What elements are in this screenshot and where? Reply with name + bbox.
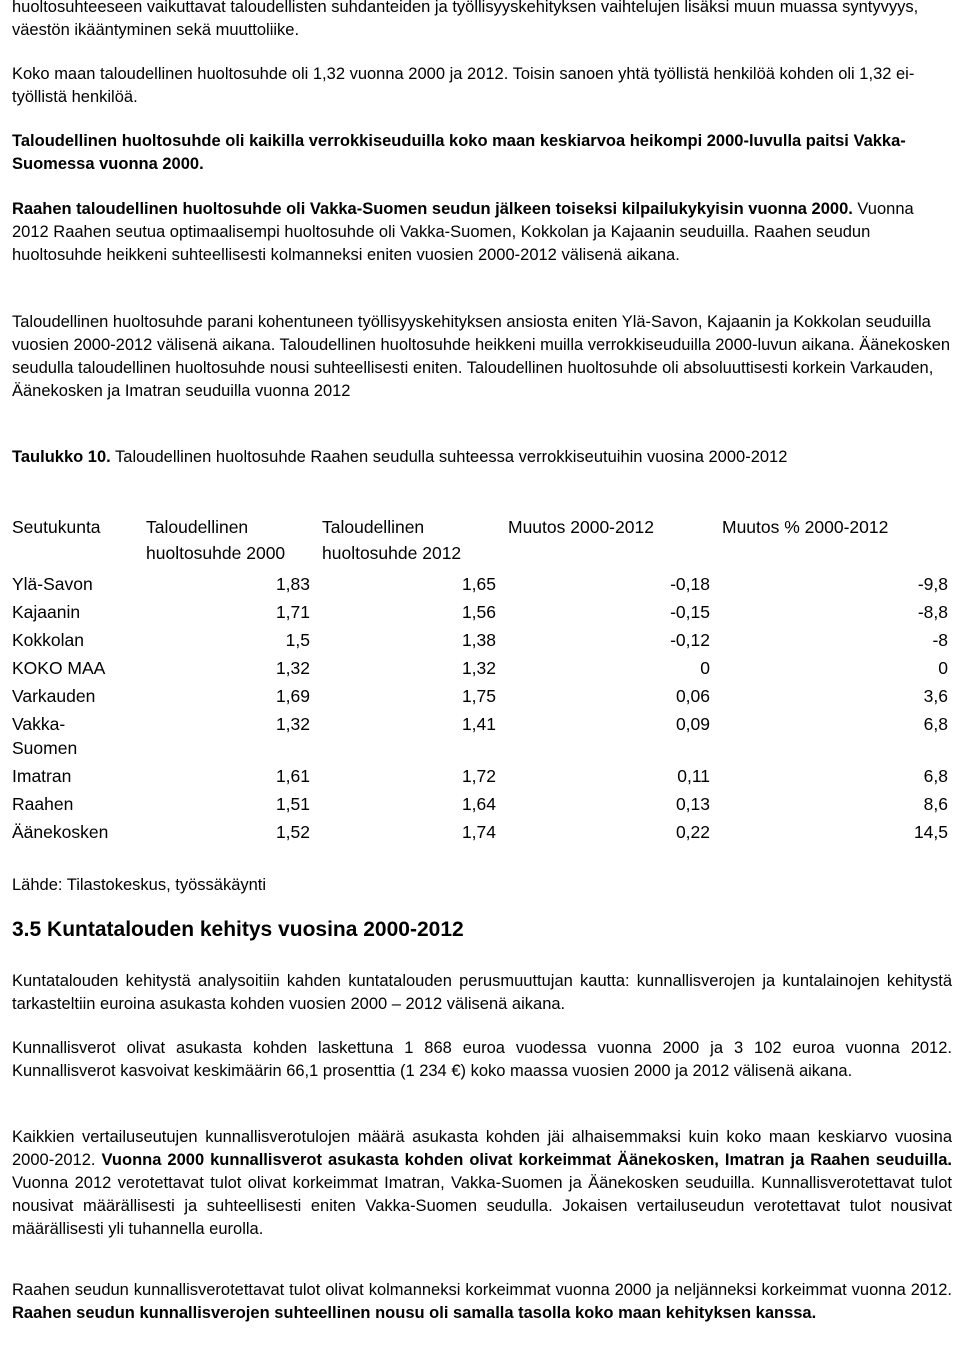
cell-region: Kokkolan [12,630,84,650]
header-ratio-2012: Taloudellinen huoltosuhde 2012 [322,517,462,563]
cell-ratio-2012: 1,41 [461,714,496,734]
cell-ratio-2000: 1,52 [275,822,310,842]
cell-region: Imatran [12,766,72,786]
paragraph-tax-comparison-b: Vuonna 2012 verotettavat tulot olivat korkeimmat Imatran, Vakka-Suomen ja Äänekosken seuduilla. Kunnallisverotettavat tulot nousivat määrällisesti ja suhteellisesti eniten Vakka-Suomen seudulla. Jokaisen vertailuseudun verotettavat tulot nousivat määrällisesti yli tuhannella eurolla. [12,1174,952,1238]
cell-region [12,712,144,764]
table-caption [12,446,952,469]
cell-ratio-2012: 1,72 [461,766,496,786]
cell-change: 0,13 [675,794,710,814]
cell-region: Raahen [12,794,74,814]
cell-ratio-2012: 1,64 [461,794,496,814]
cell-change: 0,06 [675,686,710,706]
cell-region: KOKO MAA [12,658,106,678]
table-row [12,792,958,820]
cell-change-percent: 8,6 [923,794,948,814]
paragraph-municipal-taxes: Kunnallisverot olivat asukasta kohden laskettuna 1 868 euroa vuodessa vuonna 2000 ja 3 102 euroa vuonna 2012. Kunnallisverot kasvoivat keskimäärin 66,1 prosenttia (1 234 €) koko maassa vuosien 2000 ja 2012 välisenä aikana. [12,1039,952,1080]
table-row [12,764,958,792]
paragraph-raahe-taxes-bold: Raahen seudun kunnallisverojen suhteellinen nousu oli samalla tasolla koko maan kehityksen kanssa. [12,1304,817,1322]
cell-change: 0,11 [677,766,710,786]
cell-ratio-2000: 1,32 [275,658,310,678]
paragraph-tax-comparison-a: Kaikkien vertailuseutujen kunnallisverotulojen määrä asukasta kohden jäi alhaisemmaksi kuin koko maan keskiarvo vuosina 2000-2012. [12,1128,952,1169]
table-row [12,600,958,628]
cell-ratio-2000: 1,61 [275,766,310,786]
header-change: Muutos 2000-2012 [508,517,654,537]
cell-ratio-2000: 1,32 [275,714,310,734]
paragraph-raahe-rest: Vuonna 2012 Raahen seutua optimaalisempi huoltosuhde oli Vakka-Suomen, Kokkolan ja Kajaanin seuduilla. Raahen seudun huoltosuhde heikkeni suhteellisesti kolmanneksi eniten vuosien 2000-2012 välisenä aikana. [12,200,914,264]
table-source: Lähde: Tilastokeskus, työssäkäynti [12,876,267,894]
paragraph-intro: huoltosuhteeseen vaikuttavat taloudellisten suhdanteiden ja työllisyyskehityksen vaihtelujen lisäksi muun muassa syntyvyys, väestön ikääntyminen sekä muuttoliike. [12,0,919,39]
table-caption-text: Taloudellinen huoltosuhde Raahen seudulla suhteessa verrokkiseutuihin vuosina 2000-2012 [110,448,788,466]
header-change-percent: Muutos % 2000-2012 [722,517,889,537]
cell-change: 0,09 [675,714,710,734]
cell-change-percent: -8 [932,630,948,650]
paragraph-comparison: Taloudellinen huoltosuhde oli kaikilla verrokkiseuduilla koko maan keskiarvoa heikompi 2000-luvulla paitsi Vakka-Suomessa vuonna 2000. [12,132,906,173]
table-row [12,712,958,764]
cell-ratio-2000: 1,71 [275,602,310,622]
table-caption-label: Taulukko 10. [12,448,111,466]
paragraph-raahe [12,198,952,267]
paragraph-tax-comparison-bold: Vuonna 2000 kunnallisverot asukasta kohden olivat korkeimmat Äänekosken, Imatran ja Raahen seuduilla. [101,1151,953,1169]
cell-ratio-2012: 1,65 [461,574,496,594]
paragraph-national-ratio: Koko maan taloudellinen huoltosuhde oli 1,32 vuonna 2000 ja 2012. Toisin sanoen yhtä työllistä henkilöä kohden oli 1,32 ei-työllistä henkilöä. [12,65,915,106]
table-row [12,656,958,684]
cell-change: 0,22 [675,822,710,842]
cell-change: 0 [700,658,710,678]
table-row [12,684,958,712]
table-row [12,628,958,656]
paragraph-municipal-finance: Kuntatalouden kehitystä analysoitiin kahden kuntatalouden perusmuuttujan kautta: kunnallisverojen ja kuntalainojen kehitystä tarkasteltiin euroina asukasta kohden vuosien 2000 – 2012 välisenä aikana. [12,972,952,1013]
cell-change-percent: -9,8 [917,574,948,594]
cell-change-percent: 0 [938,658,948,678]
cell-change-percent: 14,5 [913,822,948,842]
cell-change: -0,18 [670,574,710,594]
cell-ratio-2012: 1,32 [461,658,496,678]
paragraph-improvement: Taloudellinen huoltosuhde parani kohentuneen työllisyyskehityksen ansiosta eniten Ylä-Savon, Kajaanin ja Kokkolan seuduilla vuosien 2000-2012 välisenä aikana. Taloudellinen huoltosuhde heikkeni muilla verrokkiseuduilla 2000-luvun aikana. Äänekosken seudulla taloudellinen huoltosuhde nousi suhteellisesti eniten. Taloudellinen huoltosuhde oli absoluuttisesti korkein Varkauden, Äänekosken ja Imatran seuduilla vuonna 2012 [12,313,951,400]
cell-region: Kajaanin [12,602,81,622]
cell-change-percent: 3,6 [923,686,948,706]
table-row [12,572,958,600]
header-region: Seutukunta [12,517,101,537]
cell-ratio-2000: 1,5 [285,630,310,650]
header-ratio-2000: Taloudellinen huoltosuhde 2000 [146,517,286,563]
cell-change: -0,12 [670,630,710,650]
cell-ratio-2000: 1,69 [275,686,310,706]
cell-region: Ylä-Savon [12,574,93,594]
paragraph-raahe-bold: Raahen taloudellinen huoltosuhde oli Vakka-Suomen seudun jälkeen toiseksi kilpailukykyisin vuonna 2000. [12,200,853,218]
cell-change-percent: 6,8 [923,714,948,734]
table-row [12,820,958,848]
cell-region: Varkauden [12,686,96,706]
table-header-row [12,514,958,566]
cell-ratio-2012: 1,75 [461,686,496,706]
cell-ratio-2012: 1,56 [461,602,496,622]
paragraph-raahe-taxes-a: Raahen seudun kunnallisverotettavat tulot olivat kolmanneksi korkeimmat vuonna 2000 ja neljänneksi korkeimmat vuonna 2012. [12,1281,952,1299]
cell-ratio-2012: 1,74 [461,822,496,842]
paragraph-raahe-taxes [12,1279,952,1325]
cell-change-percent: -8,8 [917,602,948,622]
dependency-ratio-table [12,514,958,848]
cell-ratio-2012: 1,38 [461,630,496,650]
cell-region-text: Vakka-Suomen [12,714,78,758]
section-heading: 3.5 Kuntatalouden kehitys vuosina 2000-2012 [12,918,464,941]
cell-ratio-2000: 1,83 [275,574,310,594]
cell-change-percent: 6,8 [923,766,948,786]
cell-change: -0,15 [670,602,710,622]
cell-ratio-2000: 1,51 [275,794,310,814]
cell-region: Äänekosken [12,822,109,842]
paragraph-tax-comparison [12,1126,952,1241]
